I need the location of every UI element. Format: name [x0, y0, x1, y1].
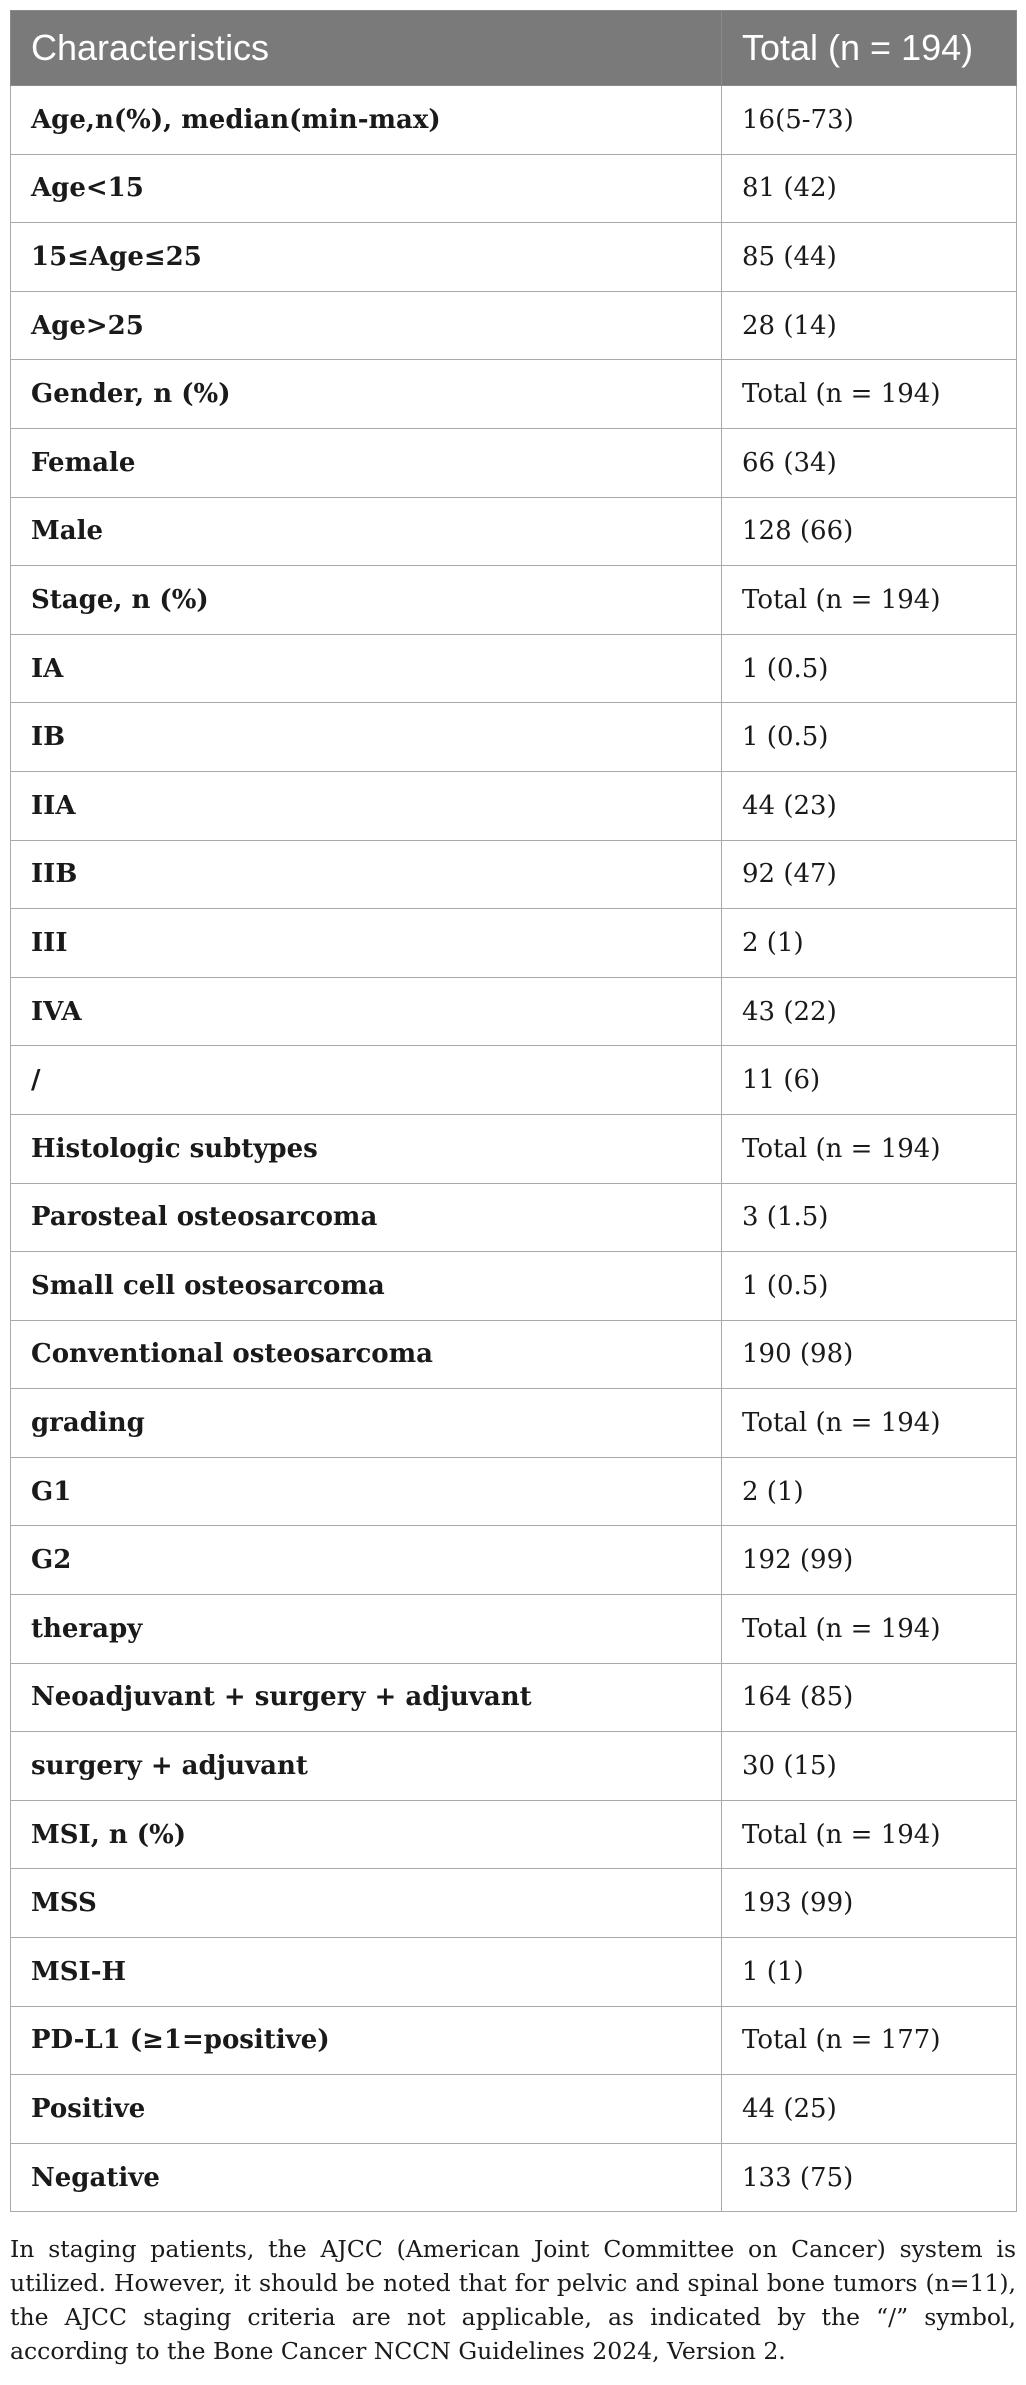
- row-value: 1 (0.5): [722, 703, 1017, 772]
- row-value: 128 (66): [722, 497, 1017, 566]
- row-characteristic: III: [11, 909, 722, 978]
- table-row: [11, 1389, 1017, 1458]
- table-row: [11, 1320, 1017, 1389]
- characteristics-table-container: [10, 10, 1016, 2212]
- row-characteristic: PD-L1 (≥1=positive): [11, 2006, 722, 2075]
- row-characteristic: grading: [11, 1389, 722, 1458]
- table-row: [11, 703, 1017, 772]
- row-characteristic: Stage, n (%): [11, 566, 722, 635]
- table-row: [11, 1595, 1017, 1664]
- row-value: 81 (42): [722, 154, 1017, 223]
- row-value: Total (n = 194): [722, 1800, 1017, 1869]
- row-value: 164 (85): [722, 1663, 1017, 1732]
- row-characteristic: Parosteal osteosarcoma: [11, 1183, 722, 1252]
- row-value: 43 (22): [722, 977, 1017, 1046]
- row-value: 193 (99): [722, 1869, 1017, 1938]
- row-value: Total (n = 194): [722, 1389, 1017, 1458]
- row-characteristic: 15≤Age≤25: [11, 223, 722, 292]
- header-characteristics: Characteristics: [11, 11, 722, 86]
- table-row: [11, 977, 1017, 1046]
- row-value: 16(5-73): [722, 86, 1017, 155]
- table-row: [11, 1869, 1017, 1938]
- table-row: [11, 86, 1017, 155]
- row-characteristic: IA: [11, 634, 722, 703]
- table-row: [11, 1526, 1017, 1595]
- row-characteristic: Age,n(%), median(min-max): [11, 86, 722, 155]
- row-value: 1 (0.5): [722, 1252, 1017, 1321]
- row-characteristic: IIA: [11, 771, 722, 840]
- table-row: [11, 1457, 1017, 1526]
- table-row: [11, 1183, 1017, 1252]
- table-row: [11, 1663, 1017, 1732]
- row-value: 92 (47): [722, 840, 1017, 909]
- row-characteristic: Neoadjuvant + surgery + adjuvant: [11, 1663, 722, 1732]
- row-characteristic: G2: [11, 1526, 722, 1595]
- row-value: 11 (6): [722, 1046, 1017, 1115]
- row-value: 1 (0.5): [722, 634, 1017, 703]
- table-row: [11, 2143, 1017, 2212]
- table-row: [11, 1252, 1017, 1321]
- table-row: [11, 2006, 1017, 2075]
- row-characteristic: Female: [11, 428, 722, 497]
- table-row: [11, 771, 1017, 840]
- table-row: [11, 1046, 1017, 1115]
- table-row: [11, 566, 1017, 635]
- row-value: 44 (25): [722, 2075, 1017, 2144]
- row-characteristic: Histologic subtypes: [11, 1114, 722, 1183]
- row-value: 85 (44): [722, 223, 1017, 292]
- row-characteristic: surgery + adjuvant: [11, 1732, 722, 1801]
- row-characteristic: MSS: [11, 1869, 722, 1938]
- table-row: [11, 1732, 1017, 1801]
- row-value: 190 (98): [722, 1320, 1017, 1389]
- table-row: [11, 1800, 1017, 1869]
- table-row: [11, 634, 1017, 703]
- row-characteristic: Small cell osteosarcoma: [11, 1252, 722, 1321]
- row-characteristic: IVA: [11, 977, 722, 1046]
- table-row: [11, 154, 1017, 223]
- row-characteristic: IB: [11, 703, 722, 772]
- row-value: 3 (1.5): [722, 1183, 1017, 1252]
- row-value: Total (n = 194): [722, 360, 1017, 429]
- row-value: Total (n = 194): [722, 566, 1017, 635]
- row-value: 44 (23): [722, 771, 1017, 840]
- row-value: 2 (1): [722, 1457, 1017, 1526]
- table-row: [11, 428, 1017, 497]
- row-value: 1 (1): [722, 1938, 1017, 2007]
- row-value: 30 (15): [722, 1732, 1017, 1801]
- row-characteristic: Conventional osteosarcoma: [11, 1320, 722, 1389]
- table-footnote: In staging patients, the AJCC (American Joint Committee on Cancer) system is utilized. However, it should be noted that for pelvic and spinal bone tumors (n=11), the AJCC staging criteria are not applicable, as indicated by the “/” symbol, according to the Bone Cancer NCCN Guidelines 2024, Version 2.: [10, 2235, 1016, 2365]
- table-row: [11, 497, 1017, 566]
- row-value: Total (n = 194): [722, 1595, 1017, 1664]
- table-row: [11, 291, 1017, 360]
- row-value: 66 (34): [722, 428, 1017, 497]
- table-header-row: [11, 11, 1017, 86]
- row-value: 133 (75): [722, 2143, 1017, 2212]
- table-row: [11, 1938, 1017, 2007]
- characteristics-table: [10, 10, 1017, 2212]
- table-row: [11, 909, 1017, 978]
- row-value: Total (n = 194): [722, 1114, 1017, 1183]
- row-value: Total (n = 177): [722, 2006, 1017, 2075]
- row-characteristic: Age<15: [11, 154, 722, 223]
- row-characteristic: Positive: [11, 2075, 722, 2144]
- row-value: 192 (99): [722, 1526, 1017, 1595]
- row-characteristic: /: [11, 1046, 722, 1115]
- row-characteristic: G1: [11, 1457, 722, 1526]
- table-row: [11, 1114, 1017, 1183]
- row-characteristic: Negative: [11, 2143, 722, 2212]
- row-characteristic: MSI, n (%): [11, 1800, 722, 1869]
- row-characteristic: MSI-H: [11, 1938, 722, 2007]
- row-characteristic: Age>25: [11, 291, 722, 360]
- header-total: Total (n = 194): [722, 11, 1017, 86]
- table-row: [11, 840, 1017, 909]
- row-characteristic: IIB: [11, 840, 722, 909]
- row-characteristic: therapy: [11, 1595, 722, 1664]
- row-value: 28 (14): [722, 291, 1017, 360]
- row-characteristic: Gender, n (%): [11, 360, 722, 429]
- table-row: [11, 223, 1017, 292]
- row-value: 2 (1): [722, 909, 1017, 978]
- table-body: [11, 86, 1017, 2212]
- row-characteristic: Male: [11, 497, 722, 566]
- table-row: [11, 2075, 1017, 2144]
- table-row: [11, 360, 1017, 429]
